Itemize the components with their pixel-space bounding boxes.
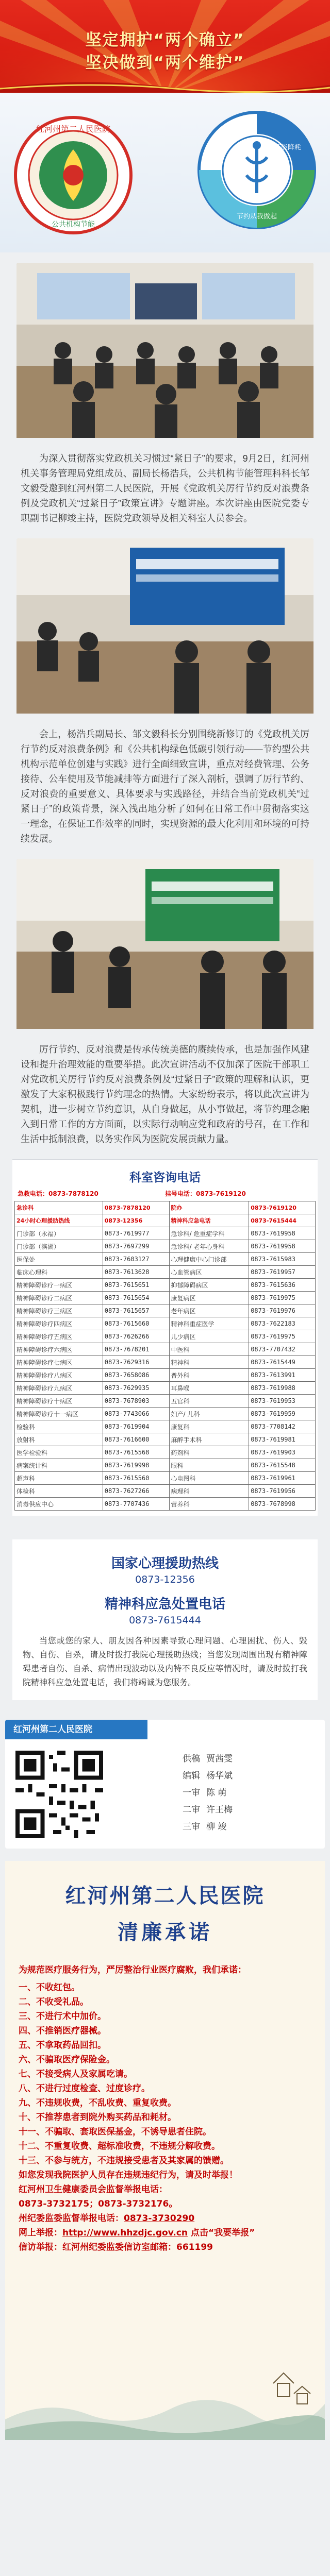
- department-name: 医学检验科: [15, 1446, 103, 1459]
- phone-number[interactable]: 0873-12356: [103, 1214, 169, 1227]
- department-name: 精神障碍诊疗八病区: [15, 1369, 103, 1382]
- meeting-photo-2: [16, 538, 314, 716]
- pledge-item: 十二、不重复收费、超标准收费，不违规分解收费。: [19, 2141, 220, 2151]
- department-phone-card: [12, 1159, 318, 1516]
- phone-number[interactable]: 0873-7619988: [249, 1382, 316, 1395]
- emergency-line-number[interactable]: 0873-7615444: [129, 1615, 201, 1626]
- department-name: 病案统计科: [15, 1459, 103, 1472]
- phone-number[interactable]: 0873-7743066: [103, 1408, 169, 1420]
- hotline-description: 当您或您的家人、朋友因各种因素导致心理问题、心理困扰、伤人、毁物、自伤、自杀，请及时拨打我院心理援助热线；当您发现周围出现有精神障碍患者自伤、自杀、病情出现波动以及内特不良反应等情况时，请及时拨打我院精神科应急处置电话，我们将竭诚为您服务。: [23, 1637, 307, 1687]
- psychological-hotline-card: [12, 1539, 318, 1700]
- credits-card: [5, 1720, 325, 1849]
- department-name: 精神障碍诊疗十一病区: [15, 1408, 103, 1420]
- department-name: 眼科: [169, 1459, 249, 1472]
- table-row: [15, 1240, 316, 1253]
- pledge-intro: 为规范医疗服务行为，严厉整治行业医疗腐败，我们承诺：: [19, 1965, 246, 1975]
- phone-number[interactable]: 0873-7878120: [103, 1201, 169, 1214]
- department-name: 抑郁障碍病区: [169, 1279, 249, 1292]
- credits-label: 红河州第二人民医院: [5, 1720, 147, 1739]
- phone-number[interactable]: 0873-7619958: [249, 1240, 316, 1253]
- pledge-report-online: 网上举报：http://www.hhzdjc.gov.cn 点击“我要举报”: [19, 2228, 255, 2238]
- staff-role: 一审: [183, 1788, 200, 1798]
- department-name: 康复科: [169, 1420, 249, 1433]
- banner-line-2: 坚决做到“两个维护”: [85, 54, 245, 72]
- department-name: 普外科: [169, 1369, 249, 1382]
- phone-number[interactable]: 0873-7615568: [103, 1446, 169, 1459]
- staff-name: 贾茜雯: [206, 1754, 233, 1764]
- department-name: 精神障碍诊疗五病区: [15, 1330, 103, 1343]
- table-row: [15, 1253, 316, 1266]
- qr-code-icon[interactable]: [15, 1751, 103, 1838]
- table-row: [15, 1433, 316, 1446]
- pledge-hospital-title: 红河州第二人民医院: [65, 1884, 265, 1908]
- department-name: 妇产/ 儿科: [169, 1408, 249, 1420]
- phone-number[interactable]: 0873-7707436: [103, 1498, 169, 1511]
- phone-number[interactable]: 0873-7616600: [103, 1433, 169, 1446]
- phone-number[interactable]: 0873-7619953: [249, 1395, 316, 1408]
- pledge-report-note: 如您发现我院医护人员存在违规违纪行为，请及时举报！: [19, 2170, 238, 2180]
- pledge-item: 六、不骗取医疗保险金。: [19, 2055, 115, 2065]
- pledge-report-health: 红河州卫生健康委员会监督举报电话： 0873-3732175；0873-3732176。: [19, 2184, 178, 2209]
- phone-number[interactable]: 0873-7615560: [103, 1472, 169, 1485]
- report-url-link[interactable]: http://www.hhzdjc.gov.cn: [62, 2228, 188, 2238]
- department-name: 精神科: [169, 1356, 249, 1369]
- phone-number[interactable]: 0873-7678201: [103, 1343, 169, 1356]
- staff-row: [165, 1802, 233, 1819]
- phone-number[interactable]: 0873-7627266: [103, 1485, 169, 1498]
- discipline-report-number[interactable]: 0873-3730290: [124, 2213, 195, 2224]
- phone-number[interactable]: 0873-7619975: [249, 1292, 316, 1304]
- table-row: [15, 1446, 316, 1459]
- staff-name: 杨华斌: [206, 1771, 233, 1781]
- table-row: [15, 1459, 316, 1472]
- department-name: 消毒供应中心: [15, 1498, 103, 1511]
- table-row: [15, 1227, 316, 1240]
- pledge-items: [5, 1980, 325, 2168]
- department-name: 心血管病区: [169, 1266, 249, 1279]
- phone-number[interactable]: 0873-7678903: [103, 1395, 169, 1408]
- table-row: [15, 1317, 316, 1330]
- registration-number[interactable]: 挂号电话：0873-7619120: [165, 1190, 246, 1197]
- department-name: 临床心理科: [15, 1266, 103, 1279]
- department-name: 急诊科: [15, 1201, 103, 1214]
- phone-number[interactable]: 0873-7619976: [249, 1304, 316, 1317]
- department-name: 心电图科: [169, 1472, 249, 1485]
- table-row: [15, 1485, 316, 1498]
- pledge-item: 十三、不参与统方，不违规接受患者及其家属的馈赠。: [19, 2156, 229, 2166]
- pledge-item: 十一、不骗取、套取医保基金，不诱导患者住院。: [19, 2127, 211, 2137]
- table-row: [15, 1201, 316, 1214]
- phone-table-title: 科室咨询电话: [129, 1171, 201, 1184]
- phone-number[interactable]: 0873-7697299: [103, 1240, 169, 1253]
- staff-role: 二审: [183, 1805, 200, 1815]
- phone-number[interactable]: 0873-7658086: [103, 1369, 169, 1382]
- department-name: 急诊科/ 危重症学科: [169, 1227, 249, 1240]
- table-row: [15, 1279, 316, 1292]
- pledge-item: 九、不违规收费，不乱收费、重复收费。: [19, 2098, 176, 2108]
- phone-number[interactable]: 0873-7619120: [249, 1201, 316, 1214]
- table-row: [15, 1356, 316, 1369]
- phone-number[interactable]: 0873-7626266: [103, 1330, 169, 1343]
- department-name: 医保处: [15, 1253, 103, 1266]
- department-name: 心理健康中心门诊部: [169, 1253, 249, 1266]
- department-name: 检验科: [15, 1420, 103, 1433]
- landscape-decoration: [5, 2363, 325, 2440]
- pledge-item: 三、不进行术中加价。: [19, 2011, 106, 2022]
- pledge-report-letter: 信访举报：红河州纪委监委信访室邮箱：661199: [19, 2242, 213, 2252]
- pledge-item: 十、不推荐患者到院外购买药品和耗材。: [19, 2112, 176, 2123]
- phone-number[interactable]: 0873-7622183: [249, 1317, 316, 1330]
- article: [0, 252, 330, 1147]
- phone-table: [14, 1201, 316, 1511]
- meeting-photo-3: [16, 859, 314, 1031]
- phone-number[interactable]: 0873-7613991: [249, 1369, 316, 1382]
- phone-number[interactable]: 0873-7615983: [249, 1253, 316, 1266]
- phone-number[interactable]: 0873-7619904: [103, 1420, 169, 1433]
- department-name: 精神障碍诊疗七病区: [15, 1356, 103, 1369]
- pledge-item: 二、不收受礼品。: [19, 1997, 89, 2007]
- department-name: 精神障碍诊疗三病区: [15, 1304, 103, 1317]
- pledge-report-discipline: 州纪委监委监督举报电话：0873-3730290: [19, 2213, 195, 2224]
- meeting-photo-1: [16, 263, 314, 440]
- phone-number[interactable]: 0873-7615657: [103, 1304, 169, 1317]
- svg-text:公共机构节能: 公共机构节能: [52, 221, 95, 229]
- department-name: 精神障碍诊疗九病区: [15, 1382, 103, 1395]
- table-row: [15, 1214, 316, 1227]
- staff-name: 许王梅: [206, 1805, 233, 1815]
- phone-number[interactable]: 0873-7615444: [249, 1214, 316, 1227]
- table-row: [15, 1330, 316, 1343]
- hot-numbers: [18, 1189, 312, 1198]
- pledge-item: 一、不收红包。: [19, 1982, 80, 1993]
- health-report-numbers[interactable]: 0873-3732175；0873-3732176。: [19, 2199, 178, 2209]
- article-paragraph-3: 厉行节约、反对浪费是传承传统美德的赓续传承，也是加强作风建设和提升治理效能的重要举措。此次宣讲活动不仅加深了医院干部职工对党政机关厉行节约反对浪费条例及“过紧日子”政策的理解和认识，更激发了大家积极践行节约理念的热情。大家纷纷表示，将以此次宣讲为契机，进一步树立节约意识，从自身做起，从小事做起，将节约理念融入到日常工作的方方面面，以实际行动响应党和政府的号召，在工作和生活中抵制浪费，以务实作风为医院发展贡献力量。: [21, 1044, 309, 1144]
- hotline-title: 国家心理援助热线: [111, 1556, 219, 1571]
- department-name: 麻醉手术科: [169, 1433, 249, 1446]
- staff-row: [165, 1819, 233, 1836]
- department-name: 放射科: [15, 1433, 103, 1446]
- table-row: [15, 1498, 316, 1511]
- phone-number[interactable]: 0873-7619961: [249, 1472, 316, 1485]
- department-name: 耳鼻喉: [169, 1382, 249, 1395]
- phone-number[interactable]: 0873-7678998: [249, 1498, 316, 1511]
- phone-number[interactable]: 0873-7619958: [249, 1227, 316, 1240]
- phone-number[interactable]: 0873-7615449: [249, 1356, 316, 1369]
- phone-number[interactable]: 0873-7619957: [249, 1266, 316, 1279]
- table-row: [15, 1304, 316, 1317]
- department-name: 五官科: [169, 1395, 249, 1408]
- department-name: 精神科应急电话: [169, 1214, 249, 1227]
- phone-number[interactable]: 0873-7629316: [103, 1356, 169, 1369]
- pledge-item: 七、不接受病人及家属吃请。: [19, 2069, 133, 2079]
- pledge-item: 八、不进行过度检查、过度诊疗。: [19, 2083, 150, 2094]
- phone-number[interactable]: 0873-7707432: [249, 1343, 316, 1356]
- phone-number[interactable]: 0873-7619977: [103, 1227, 169, 1240]
- phone-number[interactable]: 0873-7619981: [249, 1433, 316, 1446]
- table-row: [15, 1472, 316, 1485]
- department-name: 门诊部（滨湖）: [15, 1240, 103, 1253]
- phone-number[interactable]: 0873-7619998: [103, 1459, 169, 1472]
- department-name: 病理科: [169, 1485, 249, 1498]
- banner-line-1: 坚定拥护“两个确立”: [85, 31, 245, 49]
- pledge-title: 清廉承诺: [118, 1921, 212, 1944]
- department-name: 院办: [169, 1201, 249, 1214]
- department-name: 中医科: [169, 1343, 249, 1356]
- staff-name: 陈 萌: [206, 1788, 227, 1798]
- article-paragraph-1: 为深入贯彻落实党政机关习惯过“紧日子”的要求，9月2日，红河州机关事务管理局党组成员、副局长杨浩兵，公共机构节能管理科科长邹文毅受邀到红河州第二人民医院，开展《党政机关厉行节约反对浪费条例及党政机关“过紧日子”政策宣讲》专题讲座。本次讲座由医院党委专职副书记柳竣主持，医院党政领导及相关科室人员参会。: [21, 453, 309, 523]
- department-name: 24小时心理援助热线: [15, 1214, 103, 1227]
- phone-number[interactable]: 0873-7615548: [249, 1459, 316, 1472]
- pledge-item: 四、不推销医疗器械。: [19, 2026, 106, 2036]
- department-name: 儿少病区: [169, 1330, 249, 1343]
- phone-number[interactable]: 0873-7615636: [249, 1279, 316, 1292]
- hotline-number[interactable]: 0873-12356: [135, 1574, 195, 1585]
- department-name: 体检科: [15, 1485, 103, 1498]
- department-name: 老年病区: [169, 1304, 249, 1317]
- department-name: 精神障碍诊疗四病区: [15, 1317, 103, 1330]
- department-name: 精神障碍诊疗二病区: [15, 1292, 103, 1304]
- department-name: 门诊部（永福）: [15, 1227, 103, 1240]
- emergency-number[interactable]: 急救电话：0873-7878120: [18, 1190, 98, 1197]
- table-row: [15, 1382, 316, 1395]
- pledge-item: 五、不拿取药品回扣。: [19, 2040, 106, 2050]
- staff-row: [165, 1785, 233, 1802]
- phone-number[interactable]: 0873-7615660: [103, 1317, 169, 1330]
- integrity-pledge: [5, 1861, 325, 2440]
- svg-text:节约从我做起: 节约从我做起: [236, 213, 277, 221]
- editorial-staff: [165, 1751, 233, 1836]
- phone-number[interactable]: 0873-7619956: [249, 1485, 316, 1498]
- svg-text:节能降耗: 节能降耗: [274, 144, 302, 151]
- phone-number[interactable]: 0873-7629935: [103, 1382, 169, 1395]
- staff-row: [165, 1751, 233, 1768]
- department-name: 康复病区: [169, 1292, 249, 1304]
- table-row: [15, 1266, 316, 1279]
- energy-saving-logo-icon: [195, 108, 319, 232]
- table-row: [15, 1369, 316, 1382]
- department-name: 精神科重症医学: [169, 1317, 249, 1330]
- header-banner: [0, 0, 330, 93]
- phone-number[interactable]: 0873-7619959: [249, 1408, 316, 1420]
- table-row: [15, 1420, 316, 1433]
- department-name: 营养科: [169, 1498, 249, 1511]
- phone-number[interactable]: 0873-7603127: [103, 1253, 169, 1266]
- emergency-line-title: 精神科应急处置电话: [104, 1597, 225, 1612]
- staff-role: 三审: [183, 1822, 200, 1832]
- table-row: [15, 1292, 316, 1304]
- hospital-logo-icon: [11, 113, 135, 237]
- staff-role: 编辑: [183, 1771, 200, 1781]
- department-name: 精神障碍诊疗十病区: [15, 1395, 103, 1408]
- phone-number[interactable]: 0873-7613628: [103, 1266, 169, 1279]
- phone-number[interactable]: 0873-7615651: [103, 1279, 169, 1292]
- table-row: [15, 1343, 316, 1356]
- phone-number[interactable]: 0873-7619903: [249, 1446, 316, 1459]
- phone-number[interactable]: 0873-7615654: [103, 1292, 169, 1304]
- table-row: [15, 1408, 316, 1420]
- department-name: 精神障碍诊疗六病区: [15, 1343, 103, 1356]
- svg-text:红河州第二人民医院: 红河州第二人民医院: [36, 124, 111, 134]
- article-paragraph-2: 会上，杨浩兵副局长、邹文毅科长分别围绕新修订的《党政机关厉行节约反对浪费条例》和《公共机构绿色低碳引领行动——节约型公共机构示范单位创建与实践》进行全面细致宣讲，重点对经费管理、公务接待、公车使用及节能减排等方面进行了深入剖析，强调了厉行节约、反对浪费的重要意义、具体要求与实践路径，并结合当前党政机关“过紧日子”的政策背景，深入浅出地分析了如何在日常工作中贯彻落实这一理念，在保证工作效率的同时，实现资源的最大化利用和环境的可持续发展。: [21, 729, 309, 844]
- department-name: 急诊科/ 老年心身科: [169, 1240, 249, 1253]
- staff-row: [165, 1768, 233, 1785]
- phone-number[interactable]: 0873-7708142: [249, 1420, 316, 1433]
- department-name: 精神障碍诊疗一病区: [15, 1279, 103, 1292]
- department-name: 药剂科: [169, 1446, 249, 1459]
- phone-number[interactable]: 0873-7619975: [249, 1330, 316, 1343]
- table-row: [15, 1395, 316, 1408]
- logo-band: [0, 93, 330, 252]
- staff-name: 柳 竣: [206, 1822, 227, 1832]
- department-name: 超声科: [15, 1472, 103, 1485]
- staff-role: 供稿: [183, 1754, 200, 1764]
